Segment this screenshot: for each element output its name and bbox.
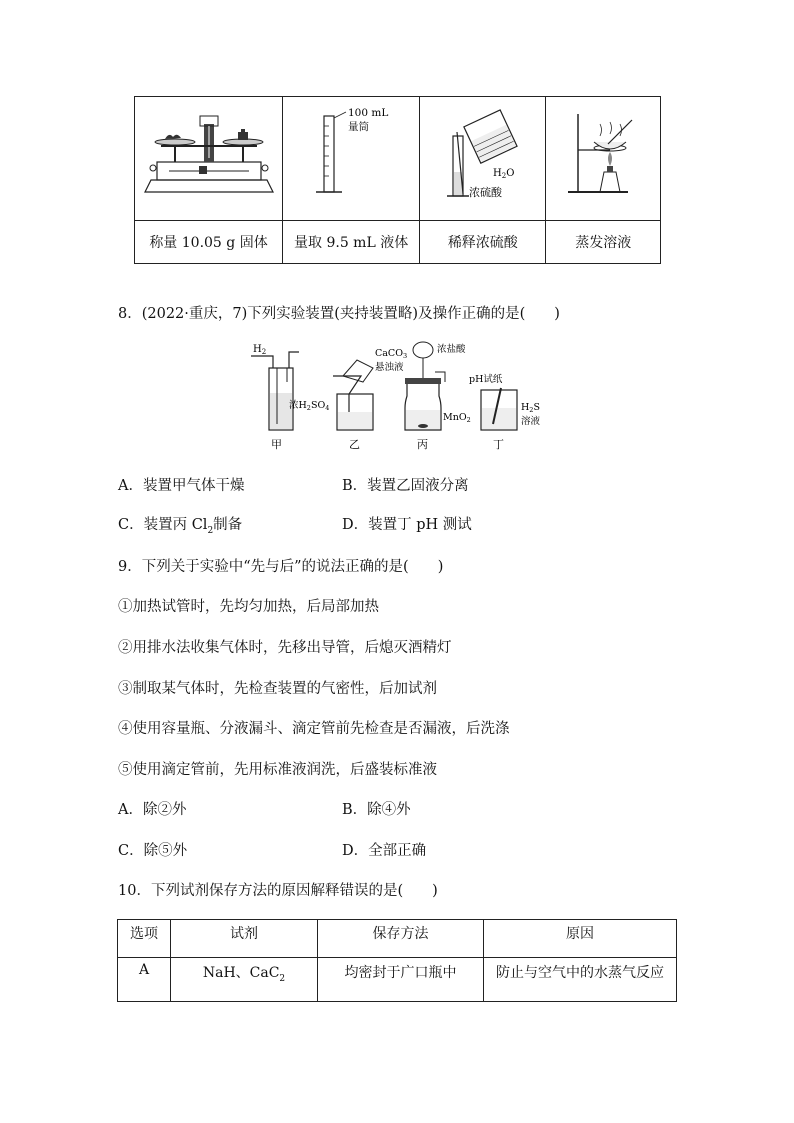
evaporation-figure xyxy=(548,102,658,212)
q8-option-c: C．装置丙 $Cl_2$制备 xyxy=(118,517,243,536)
q9-item: ⑤使用滴定管前，先用标准液润洗，后盛装标准液 xyxy=(118,762,437,778)
q8-option-b: B．装置乙固液分离 xyxy=(342,478,469,494)
q10-row-reason: 防止与空气中的水蒸气反应 xyxy=(484,958,677,1002)
conc-hcl-label: 浓盐酸 xyxy=(437,344,466,355)
q10-table xyxy=(117,919,677,1002)
q9-option-d: D．全部正确 xyxy=(342,843,427,859)
q10-row-reagent: NaH、CaC$_2$ xyxy=(171,958,318,1002)
q10-row-method: 均密封于广口瓶中 xyxy=(318,958,484,1002)
h2s-label: $H_2S$ xyxy=(521,402,540,414)
ph-paper-label: pH试纸 xyxy=(469,374,503,385)
q8-option-d: D．装置丁 pH 测试 xyxy=(342,517,472,533)
mno2-label: MnO$_2$ xyxy=(443,412,471,424)
dilution-figure-cell xyxy=(420,97,546,221)
apparatus-name-yi: 乙 xyxy=(349,438,360,451)
q10-header-reason: 原因 xyxy=(484,920,677,958)
h2-label: $H_2$ xyxy=(253,344,267,356)
q9-item: ③制取某气体时，先检查装置的气密性，后加试剂 xyxy=(118,681,437,697)
q8-apparatus-figure xyxy=(245,338,565,456)
dilution-figure xyxy=(423,102,543,212)
water-label: $H_2O$ xyxy=(492,167,515,180)
q10-stem: 10．下列试剂保存方法的原因解释错误的是( ) xyxy=(118,883,438,899)
q9-item: ②用排水法收集气体时，先移出导管，后熄灭酒精灯 xyxy=(118,640,452,656)
q8-option-a: A．装置甲气体干燥 xyxy=(118,478,245,494)
acid-label: 浓硫酸 xyxy=(468,185,502,199)
caco3-label: CaCO$_3$ xyxy=(375,348,408,360)
balance-figure xyxy=(139,102,279,212)
q7-label-measure: 量取 9.5 mL 液体 xyxy=(283,221,420,264)
suspension-label: 悬浊液 xyxy=(375,362,404,373)
apparatus-name-ding: 丁 xyxy=(493,438,504,451)
q7-apparatus-table xyxy=(134,96,661,264)
apparatus-name-bing: 丙 xyxy=(417,438,428,451)
solution-label: 溶液 xyxy=(521,416,541,427)
cylinder-label-volume: 100 mL xyxy=(348,106,389,119)
q10-header-method: 保存方法 xyxy=(318,920,484,958)
q9-option-a: A．除②外 xyxy=(118,802,187,818)
q10-row-option: A xyxy=(118,958,171,1002)
q8-stem: 8．(2022·重庆，7)下列实验装置(夹持装置略)及操作正确的是( ) xyxy=(118,306,560,322)
graduated-cylinder-figure xyxy=(286,102,416,212)
q9-stem: 9．下列关于实验中“先与后”的说法正确的是( ) xyxy=(118,559,444,575)
balance-figure-cell xyxy=(135,97,283,221)
cylinder-figure-cell xyxy=(283,97,420,221)
cylinder-label-name: 量筒 xyxy=(348,120,370,133)
conc-h2so4-label: 浓$H_2SO_4$ xyxy=(289,400,330,412)
q7-label-weigh: 称量 10.05 g 固体 xyxy=(135,221,283,264)
q7-label-evaporate: 蒸发溶液 xyxy=(546,221,661,264)
q9-option-b: B．除④外 xyxy=(342,802,411,818)
q9-item: ④使用容量瓶、分液漏斗、滴定管前先检查是否漏液，后洗涤 xyxy=(118,721,510,737)
q10-header-option: 选项 xyxy=(118,920,171,958)
evaporation-figure-cell xyxy=(546,97,661,221)
q9-option-c: C．除⑤外 xyxy=(118,843,188,859)
q10-header-reagent: 试剂 xyxy=(171,920,318,958)
q9-item: ①加热试管时，先均匀加热，后局部加热 xyxy=(118,599,379,615)
apparatus-name-jia: 甲 xyxy=(271,438,282,451)
q7-label-dilute: 稀释浓硫酸 xyxy=(420,221,546,264)
